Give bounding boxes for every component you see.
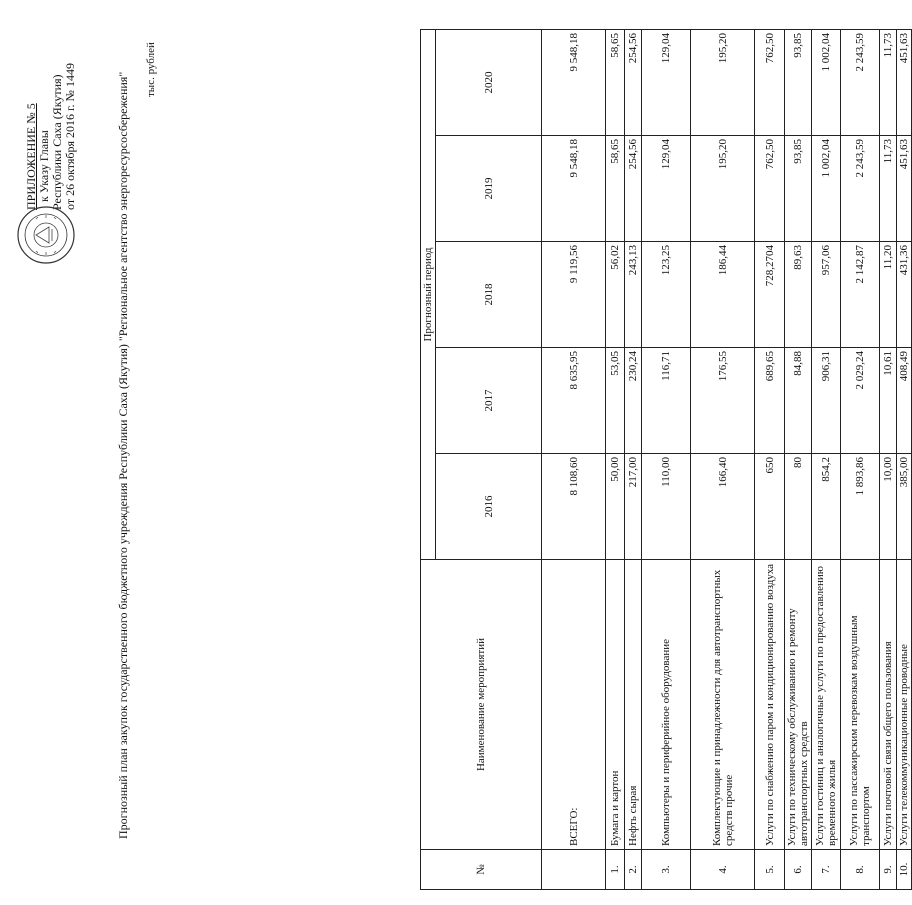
row-value: 408,49 [897, 348, 912, 454]
row-value: 176,55 [691, 348, 755, 454]
row-value: 728,2704 [755, 242, 785, 348]
row-number: 6. [785, 850, 812, 890]
row-value: 854,2 [812, 454, 841, 560]
row-value: 451,63 [897, 29, 912, 135]
row-name: Компьютеры и периферийное оборудование [642, 560, 691, 850]
header-name: Наименование мероприятий [421, 560, 542, 850]
row-number: 8. [841, 850, 880, 890]
row-number: 9. [880, 850, 897, 890]
table-header-row [421, 29, 436, 889]
row-number [542, 850, 606, 890]
row-value: 385,00 [897, 454, 912, 560]
row-name: Услуги телекоммуникационные проводные [897, 560, 912, 850]
table-row [755, 29, 785, 889]
table-row [785, 29, 812, 889]
row-number: 10. [897, 850, 912, 890]
header-year: 2018 [436, 242, 542, 348]
row-name: Комплектующие и принадлежности для автотранспортных средств прочие [691, 560, 755, 850]
row-value: 2 243,59 [841, 136, 880, 242]
official-seal-icon [16, 205, 76, 265]
appendix-decree: к Указу Главы [37, 130, 51, 202]
procurement-table [420, 29, 912, 890]
row-value: 123,25 [642, 242, 691, 348]
row-name: Услуги по техническому обслуживанию и ремонту автотранспортных средств [785, 560, 812, 850]
row-value: 451,63 [897, 136, 912, 242]
header-year: 2016 [436, 454, 542, 560]
row-name: Услуги почтовой связи общего пользования [880, 560, 897, 850]
table-row [897, 29, 912, 889]
row-value: 129,04 [642, 29, 691, 135]
row-value: 9 548,18 [542, 29, 606, 135]
row-value: 1 002,04 [812, 136, 841, 242]
row-value: 762,50 [755, 136, 785, 242]
row-value: 58,65 [606, 136, 625, 242]
row-number: 2. [625, 850, 642, 890]
row-value: 2 142,87 [841, 242, 880, 348]
unit-label: тыс. рублей [145, 42, 157, 97]
row-name: Нефть сырая [625, 560, 642, 850]
row-number: 7. [812, 850, 841, 890]
row-value: 186,44 [691, 242, 755, 348]
row-value: 8 635,95 [542, 348, 606, 454]
table-row [642, 29, 691, 889]
row-number: 1. [606, 850, 625, 890]
appendix-date: от 26 октября 2016 г. № 1449 [63, 62, 77, 210]
row-value: 58,65 [606, 29, 625, 135]
row-value: 689,65 [755, 348, 785, 454]
row-value: 93,85 [785, 136, 812, 242]
row-value: 89,63 [785, 242, 812, 348]
row-value: 254,56 [625, 136, 642, 242]
row-value: 80 [785, 454, 812, 560]
table-row [812, 29, 841, 889]
row-value: 957,06 [812, 242, 841, 348]
appendix-republic: Республики Саха (Якутия) [50, 74, 64, 210]
row-value: 8 108,60 [542, 454, 606, 560]
header-forecast-period: Прогнозный период [421, 29, 436, 559]
row-value: 11,73 [880, 29, 897, 135]
row-value: 2 243,59 [841, 29, 880, 135]
table-row [606, 29, 625, 889]
row-value: 762,50 [755, 29, 785, 135]
row-value: 9 548,18 [542, 136, 606, 242]
row-value: 254,56 [625, 29, 642, 135]
header-year: 2020 [436, 29, 542, 135]
row-value: 9 119,56 [542, 242, 606, 348]
row-value: 166,40 [691, 454, 755, 560]
document-title: Прогнозный план закупок государственного бюджетного учреждения Республики Саха (Якутия) "Региональное агентство энергоресурсосбережения" [116, 71, 130, 839]
row-number: 4. [691, 850, 755, 890]
row-value: 195,20 [691, 29, 755, 135]
row-value: 906,31 [812, 348, 841, 454]
header-number: № [421, 850, 542, 890]
row-value: 1 893,86 [841, 454, 880, 560]
table-row-total [542, 29, 606, 889]
row-value: 230,24 [625, 348, 642, 454]
row-name: Услуги по пассажирским перевозкам воздушным транспортом [841, 560, 880, 850]
table-row [625, 29, 642, 889]
appendix-number: ПРИЛОЖЕНИЕ № 5 [24, 103, 38, 210]
table-row [880, 29, 897, 889]
row-name: Бумага и картон [606, 560, 625, 850]
row-value: 431,36 [897, 242, 912, 348]
row-value: 93,85 [785, 29, 812, 135]
table-row [841, 29, 880, 889]
table-row [691, 29, 755, 889]
row-value: 10,00 [880, 454, 897, 560]
row-value: 56,02 [606, 242, 625, 348]
appendix-block [25, 63, 77, 210]
header-year: 2019 [436, 136, 542, 242]
row-value: 1 002,04 [812, 29, 841, 135]
row-value: 10,61 [880, 348, 897, 454]
row-name: Услуги гостиниц и аналогичные услуги по предоставлению временного жилья [812, 560, 841, 850]
row-value: 84,88 [785, 348, 812, 454]
row-value: 11,20 [880, 242, 897, 348]
row-name: ВСЕГО: [542, 560, 606, 850]
row-number: 3. [642, 850, 691, 890]
row-name: Услуги по снабжению паром и кондиционированию воздуха [755, 560, 785, 850]
row-value: 217,00 [625, 454, 642, 560]
row-value: 116,71 [642, 348, 691, 454]
row-value: 11,73 [880, 136, 897, 242]
row-value: 110,00 [642, 454, 691, 560]
row-value: 50,00 [606, 454, 625, 560]
row-number: 5. [755, 850, 785, 890]
row-value: 650 [755, 454, 785, 560]
row-value: 53,05 [606, 348, 625, 454]
row-value: 243,13 [625, 242, 642, 348]
header-year: 2017 [436, 348, 542, 454]
row-value: 2 029,24 [841, 348, 880, 454]
row-value: 129,04 [642, 136, 691, 242]
row-value: 195,20 [691, 136, 755, 242]
